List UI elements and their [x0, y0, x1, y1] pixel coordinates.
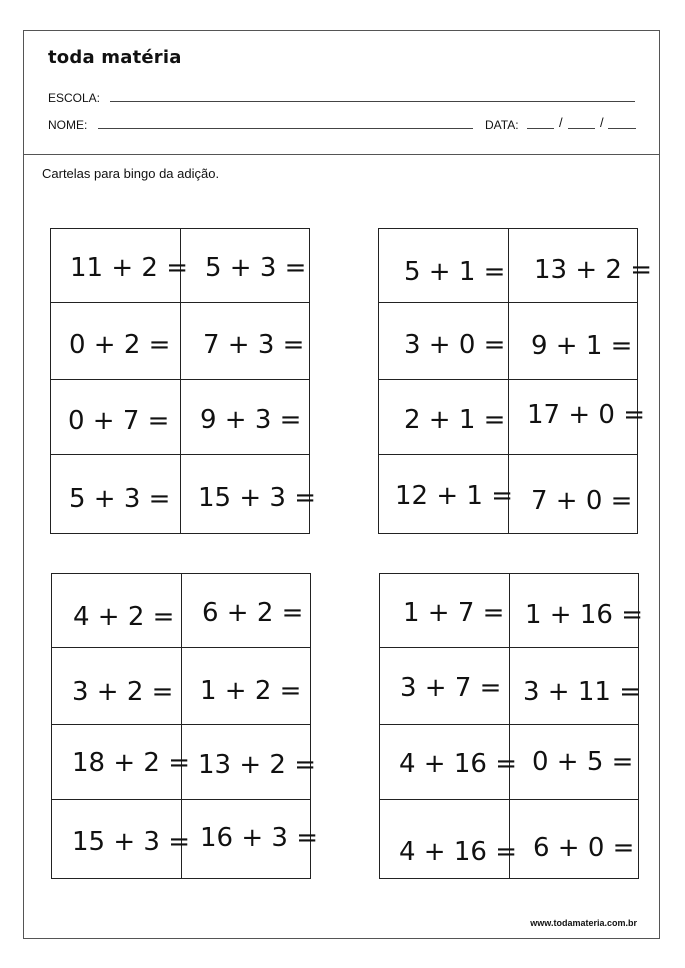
name-label: NOME: — [48, 118, 88, 132]
card-row-divider — [379, 454, 637, 455]
school-label: ESCOLA: — [48, 91, 101, 105]
card-cell: 9 + 1 = — [531, 331, 633, 361]
card-row-divider — [379, 379, 637, 380]
card-cell: 3 + 0 = — [404, 330, 506, 360]
bingo-card-3 — [51, 573, 318, 879]
card-cell: 5 + 1 = — [404, 257, 506, 287]
card-cell: 15 + 3 = — [72, 827, 190, 857]
date-separator-1: / — [559, 115, 563, 130]
card-cell: 5 + 3 = — [69, 484, 171, 514]
bingo-card-1 — [50, 228, 316, 534]
date-month-line — [568, 128, 595, 129]
card-cell: 5 + 3 = — [205, 253, 307, 283]
card-cell: 0 + 2 = — [69, 330, 171, 360]
card-row-divider — [380, 724, 638, 725]
bingo-card-2 — [378, 228, 652, 534]
date-day-line — [527, 128, 554, 129]
card-cell: 13 + 2 = — [198, 750, 316, 780]
header-divider — [24, 154, 659, 155]
card-cell: 11 + 2 = — [70, 253, 188, 283]
card-cell: 0 + 5 = — [532, 747, 634, 777]
worksheet-page — [23, 30, 660, 939]
card-cell: 2 + 1 = — [404, 405, 506, 435]
card-row-divider — [380, 647, 638, 648]
card-cell: 1 + 2 = — [200, 676, 302, 706]
date-separator-2: / — [600, 115, 604, 130]
card-row-divider — [51, 454, 309, 455]
card-cell: 16 + 3 = — [200, 823, 318, 853]
card-cell: 18 + 2 = — [72, 748, 190, 778]
bingo-card-4 — [379, 573, 643, 879]
card-cell: 1 + 16 = — [525, 600, 643, 630]
instruction-text: Cartelas para bingo da adição. — [42, 166, 220, 181]
card-row-divider — [380, 799, 638, 800]
card-cell: 3 + 2 = — [72, 677, 174, 707]
card-row-divider — [52, 799, 310, 800]
card-cell: 6 + 0 = — [533, 833, 635, 863]
brand-logo: toda matéria — [48, 47, 182, 68]
card-cell: 4 + 16 = — [399, 837, 517, 867]
card-cell: 4 + 16 = — [399, 749, 517, 779]
date-year-line — [608, 128, 636, 129]
name-line — [98, 128, 473, 129]
card-column-divider — [509, 574, 510, 878]
card-cell: 7 + 3 = — [203, 330, 305, 360]
card-cell: 15 + 3 = — [198, 483, 316, 513]
card-cell: 3 + 7 = — [400, 673, 502, 703]
card-cell: 6 + 2 = — [202, 598, 304, 628]
card-row-divider — [51, 302, 309, 303]
card-cell: 3 + 11 = — [523, 677, 641, 707]
card-row-divider — [379, 302, 637, 303]
card-cell: 0 + 7 = — [68, 406, 170, 436]
card-row-divider — [52, 724, 310, 725]
card-row-divider — [51, 379, 309, 380]
card-cell: 7 + 0 = — [531, 486, 633, 516]
footer-url: www.todamateria.com.br — [530, 918, 637, 928]
card-cell: 1 + 7 = — [403, 598, 505, 628]
card-cell: 4 + 2 = — [73, 602, 175, 632]
card-cell: 13 + 2 = — [534, 255, 652, 285]
card-row-divider — [52, 647, 310, 648]
card-cell: 12 + 1 = — [395, 481, 513, 511]
card-cell: 9 + 3 = — [200, 405, 302, 435]
date-label: DATA: — [485, 118, 519, 132]
card-cell: 17 + 0 = — [527, 400, 645, 430]
school-line — [110, 101, 635, 102]
